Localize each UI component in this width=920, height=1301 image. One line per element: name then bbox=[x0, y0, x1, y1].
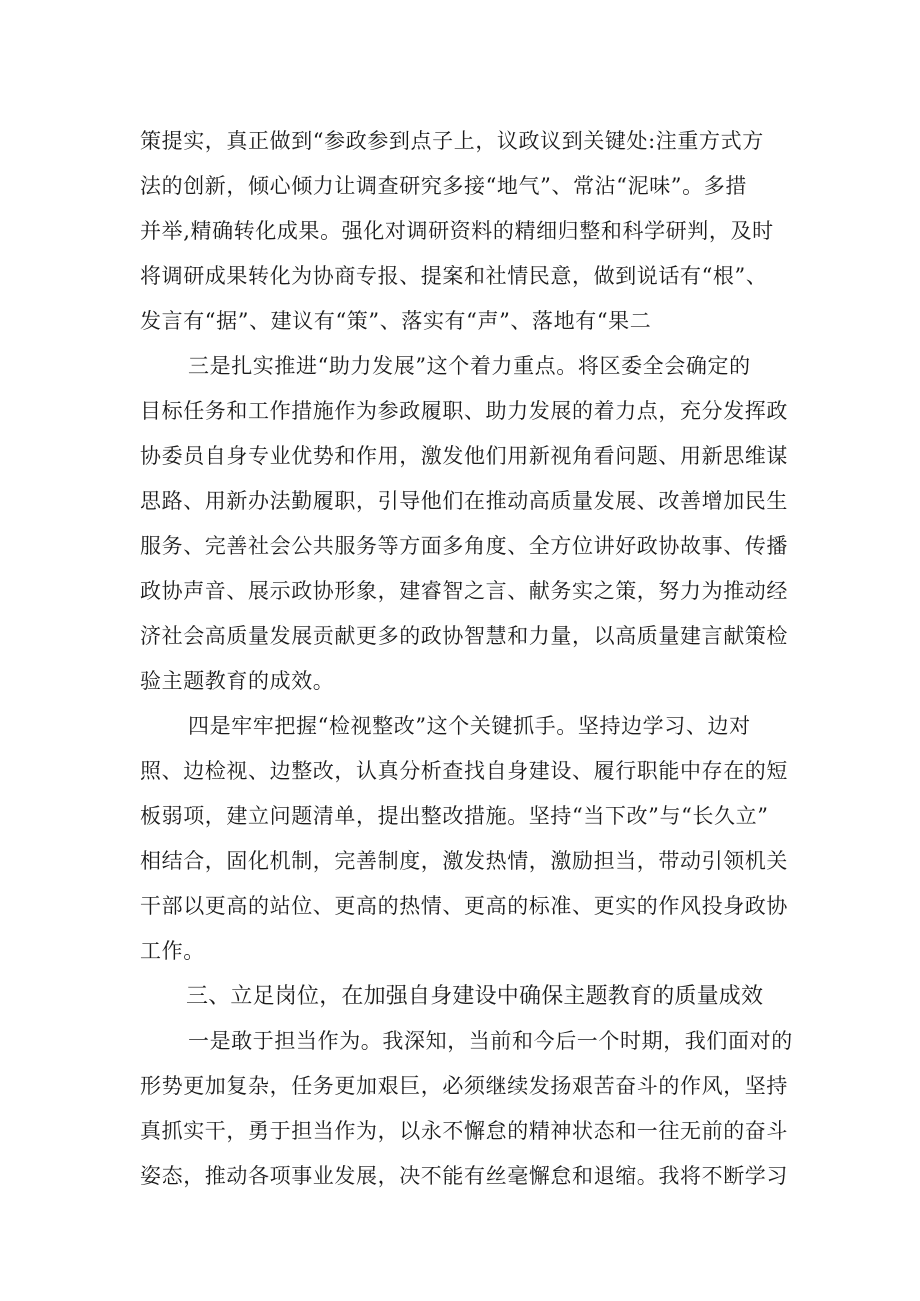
paragraph-2-line-3: 协委员自身专业优势和作用，激发他们用新视角看问题、用新思维谋 bbox=[140, 444, 788, 468]
paragraph-1-line-2: 法的创新，倾心倾力让调查研究多接“地气”、常沾“泥味”。多措 bbox=[140, 174, 747, 198]
section-heading: 三、立足岗位，在加强自身建设中确保主题教育的质量成效 bbox=[186, 984, 764, 1009]
paragraph-3-line-5: 干部以更高的站位、更高的热情、更高的标准、更实的作风投身政协 bbox=[140, 894, 788, 918]
paragraph-3-line-6: 工作。 bbox=[140, 939, 205, 963]
paragraph-3-line-4: 相结合，固化机制，完善制度，激发热情，激励担当，带动引领机关 bbox=[140, 849, 788, 873]
paragraph-3-line-3: 板弱项，建立问题清单，提出整改措施。坚持“当下改”与“长久立” bbox=[140, 804, 769, 828]
paragraph-3-line-2: 照、边检视、边整改，认真分析查找自身建设、履行职能中存在的短 bbox=[140, 759, 788, 783]
paragraph-1-line-5: 发言有“据”、建议有“策”、落实有“声”、落地有“果二 bbox=[140, 309, 652, 333]
paragraph-1-line-1: 策提实，真正做到“参政参到点子上，议政议到关键处:注重方式方 bbox=[140, 129, 764, 153]
paragraph-1-line-3: 并举,精确转化成果。强化对调研资料的精细归整和科学研判，及时 bbox=[140, 219, 774, 243]
paragraph-2-line-1: 三是扎实推进“助力发展”这个着力重点。将区委全会确定的 bbox=[188, 354, 751, 378]
paragraph-4-line-4: 姿态，推动各项事业发展，决不能有丝毫懈怠和退缩。我将不断学习 bbox=[140, 1164, 788, 1188]
paragraph-2-line-8: 验主题教育的成效。 bbox=[140, 669, 335, 693]
paragraph-2-line-5: 服务、完善社会公共服务等方面多角度、全方位讲好政协故事、传播 bbox=[140, 534, 788, 558]
paragraph-3-line-1: 四是牢牢把握“检视整改”这个关键抓手。坚持边学习、边对 bbox=[188, 714, 751, 738]
paragraph-2-line-4: 思路、用新办法勤履职，引导他们在推动高质量发展、改善增加民生 bbox=[140, 489, 788, 513]
paragraph-1-line-4: 将调研成果转化为协商专报、提案和社情民意，做到说话有“根”、 bbox=[140, 264, 768, 288]
paragraph-4-line-2: 形势更加复杂，任务更加艰巨，必须继续发扬艰苦奋斗的作风，坚持 bbox=[140, 1074, 788, 1098]
paragraph-4-line-1: 一是敢于担当作为。我深知，当前和今后一个时期，我们面对的 bbox=[188, 1029, 793, 1053]
paragraph-2-line-7: 济社会高质量发展贡献更多的政协智慧和力量，以高质量建言献策检 bbox=[140, 624, 788, 648]
paragraph-4-line-3: 真抓实干，勇于担当作为，以永不懈怠的精神状态和一往无前的奋斗 bbox=[140, 1119, 788, 1143]
paragraph-2-line-6: 政协声音、展示政协形象，建睿智之言、献务实之策，努力为推动经 bbox=[140, 579, 788, 603]
paragraph-2-line-2: 目标任务和工作措施作为参政履职、助力发展的着力点，充分发挥政 bbox=[140, 399, 788, 423]
